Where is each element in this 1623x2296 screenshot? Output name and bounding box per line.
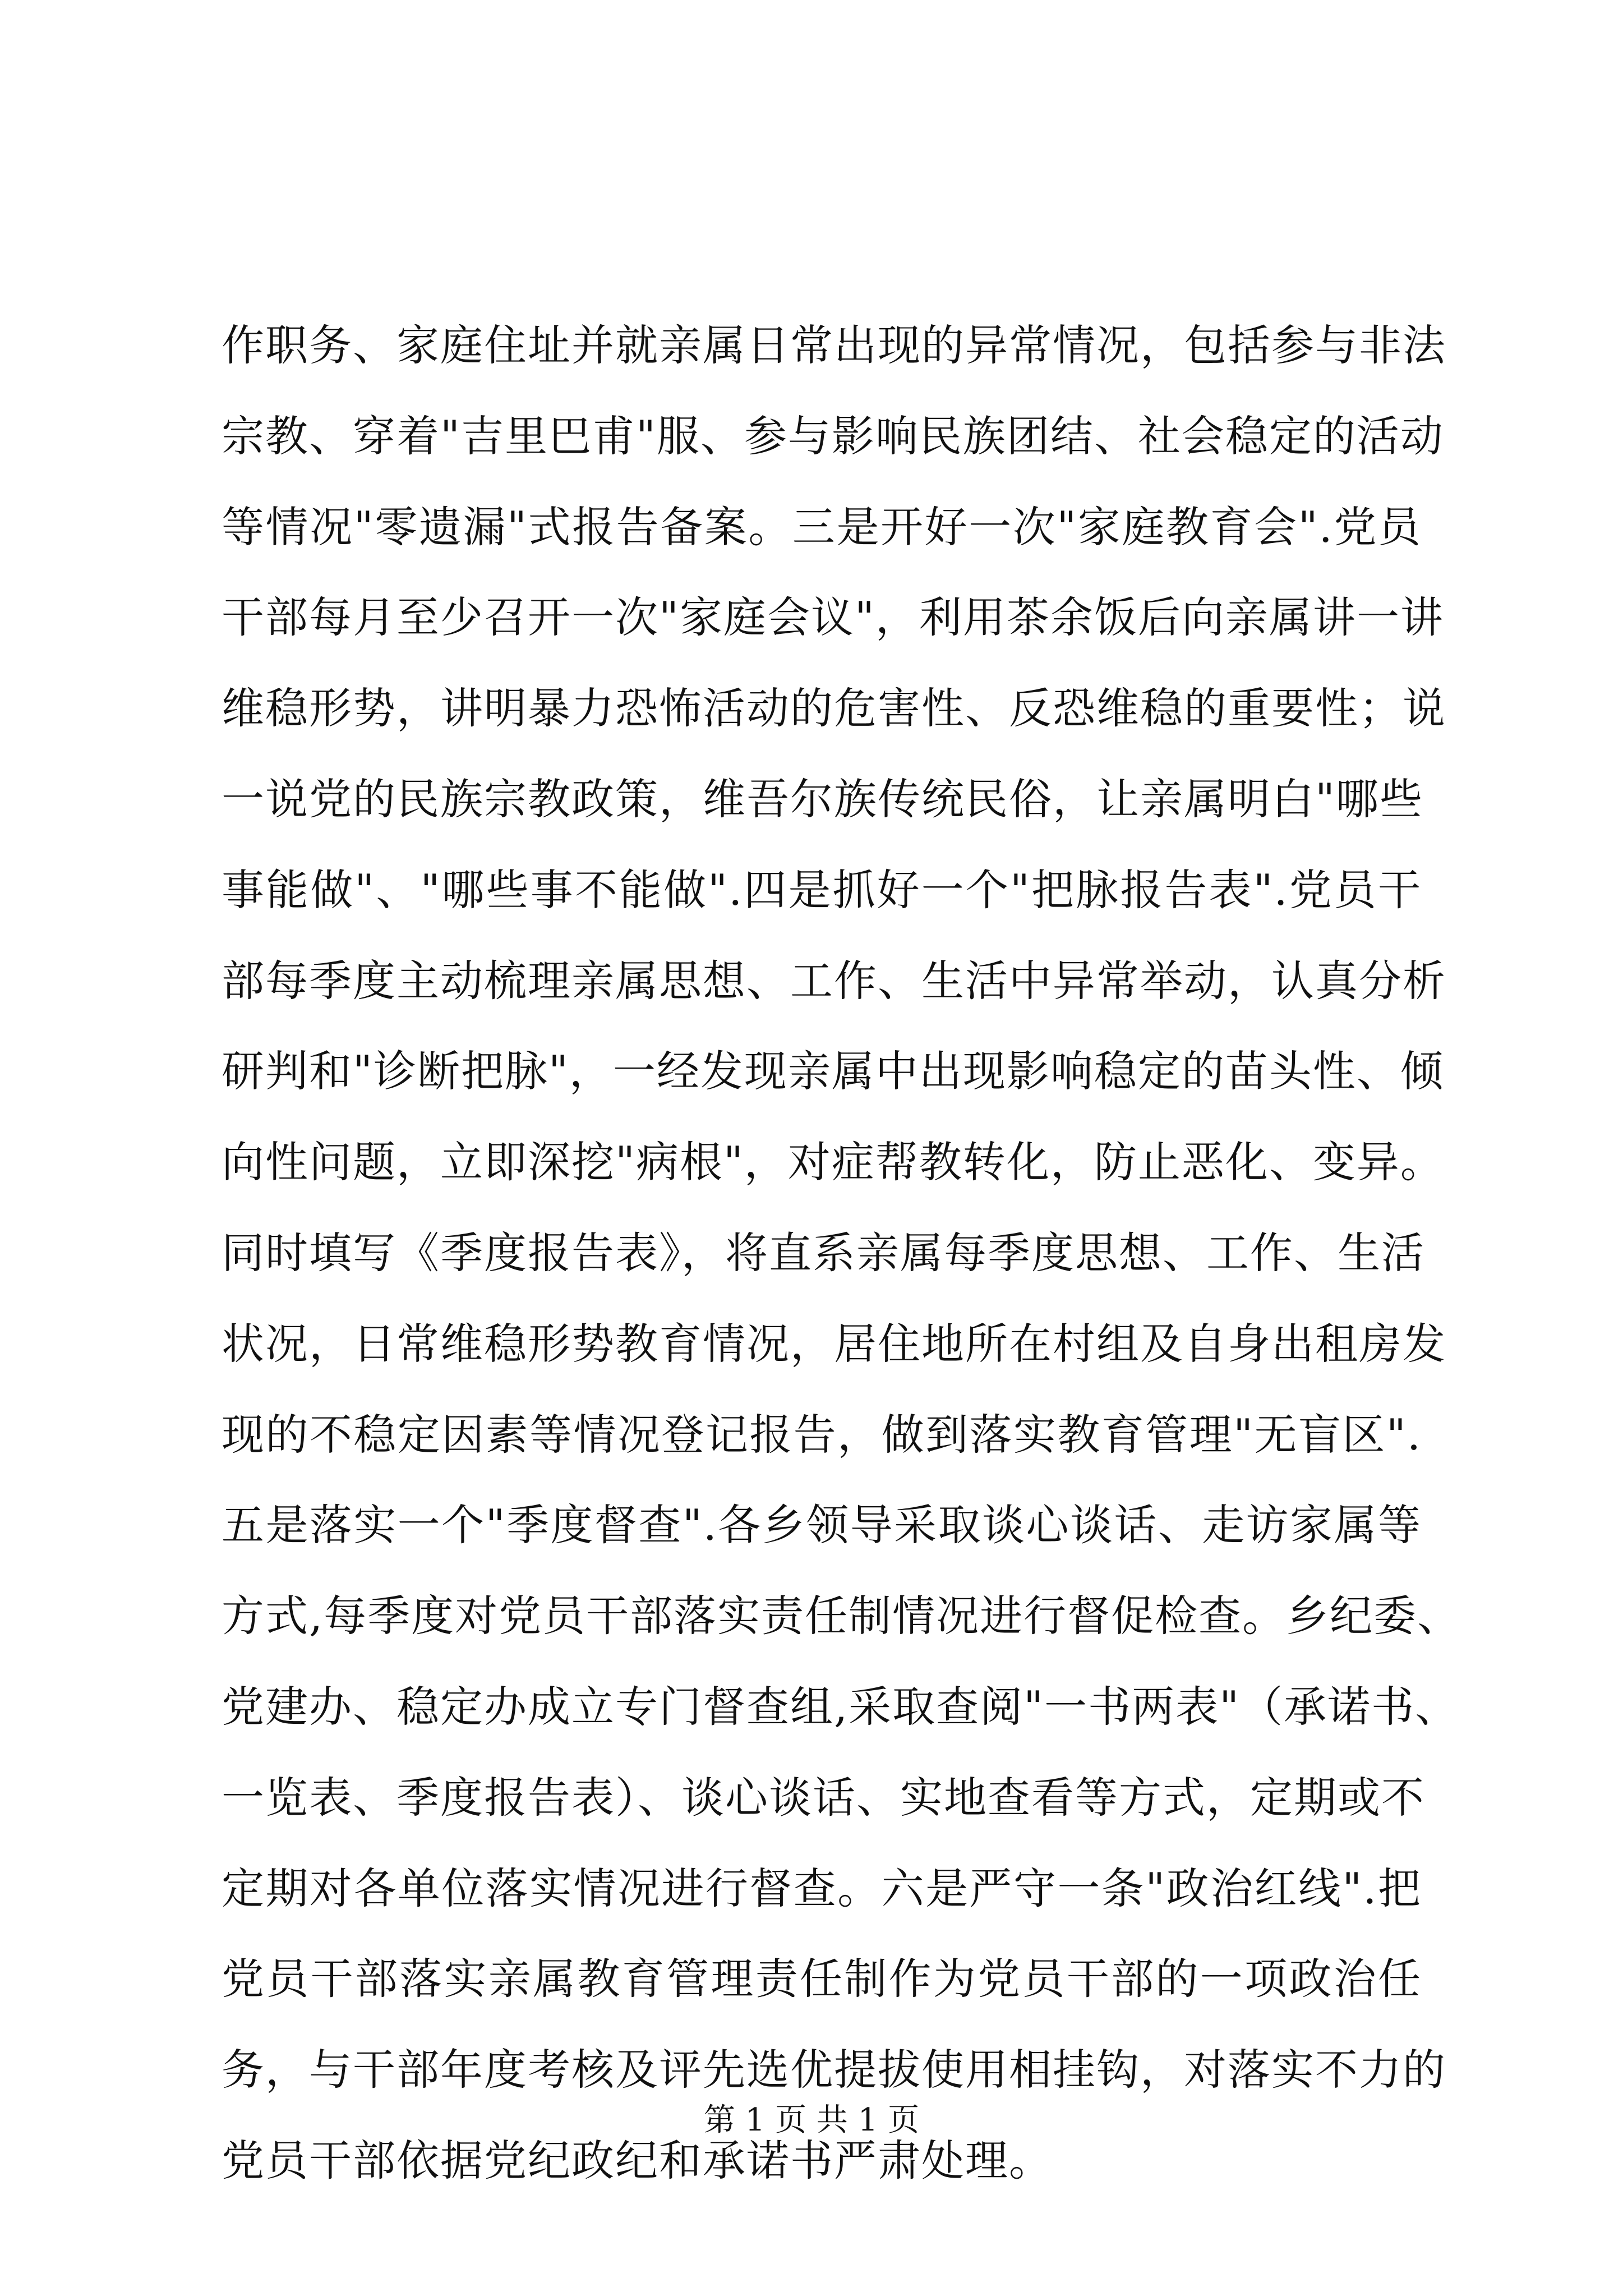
text-line: 定期对各单位落实情况进行督查。六是严守一条"政治红线".把 (222, 1863, 1422, 1913)
text-line: 向性问题，立即深挖"病根"，对症帮教转化，防止恶化、变异。 (222, 1137, 1444, 1188)
text-line: 研判和"诊断把脉"，一经发现亲属中出现影响稳定的苗头性、倾 (222, 1046, 1444, 1097)
text-line: 作职务、家庭住址并就亲属日常出现的异常情况，包括参与非法 (222, 320, 1446, 370)
text-line: 务，与干部年度考核及评先选优提拔使用相挂钩，对落实不力的 (222, 2045, 1446, 2095)
text-line: 一览表、季度报告表）、谈心谈话、实地查看等方式，定期或不 (222, 1772, 1425, 1823)
text-line: 事能做"、"哪些事不能做".四是抓好一个"把脉报告表".党员干 (222, 864, 1422, 915)
text-line: 等情况"零遗漏"式报告备案。三是开好一次"家庭教育会".党员 (222, 501, 1422, 552)
text-line: 宗教、穿着"吉里巴甫"服、参与影响民族团结、社会稳定的活动 (222, 411, 1444, 461)
text-line: 一说党的民族宗教政策，维吾尔族传统民俗，让亲属明白"哪些 (222, 774, 1423, 824)
text-line: 党建办、稳定办成立专门督查组,采取查阅"一书两表"（承诺书、 (222, 1681, 1459, 1732)
text-line: 五是落实一个"季度督查".各乡领导采取谈心谈话、走访家属等 (222, 1500, 1422, 1550)
page-number-footer: 第 1 页 共 1 页 (703, 2102, 920, 2138)
text-line: 方式,每季度对党员干部落实责任制情况进行督促检查。乡纪委、 (222, 1591, 1461, 1641)
text-line: 维稳形势，讲明暴力恐怖活动的危害性、反恐维稳的重要性；说 (222, 683, 1446, 734)
text-line: 党员干部落实亲属教育管理责任制作为党员干部的一项政治任 (222, 1954, 1422, 2004)
text-line: 干部每月至少召开一次"家庭会议"，利用茶余饭后向亲属讲一讲 (222, 592, 1444, 643)
text-line-last: 党员干部依据党纪政纪和承诺书严肃处理。 (222, 2135, 1053, 2185)
text-line: 同时填写《季度报告表》，将直系亲属每季度思想、工作、生活 (222, 1227, 1425, 1278)
body-paragraph (222, 300, 1461, 2206)
text-line: 状况，日常维稳形势教育情况，居住地所在村组及自身出租房发 (222, 1318, 1446, 1369)
text-line: 现的不稳定因素等情况登记报告，做到落实教育管理"无盲区". (222, 1409, 1422, 1460)
text-line: 部每季度主动梳理亲属思想、工作、生活中异常举动，认真分析 (222, 955, 1446, 1006)
